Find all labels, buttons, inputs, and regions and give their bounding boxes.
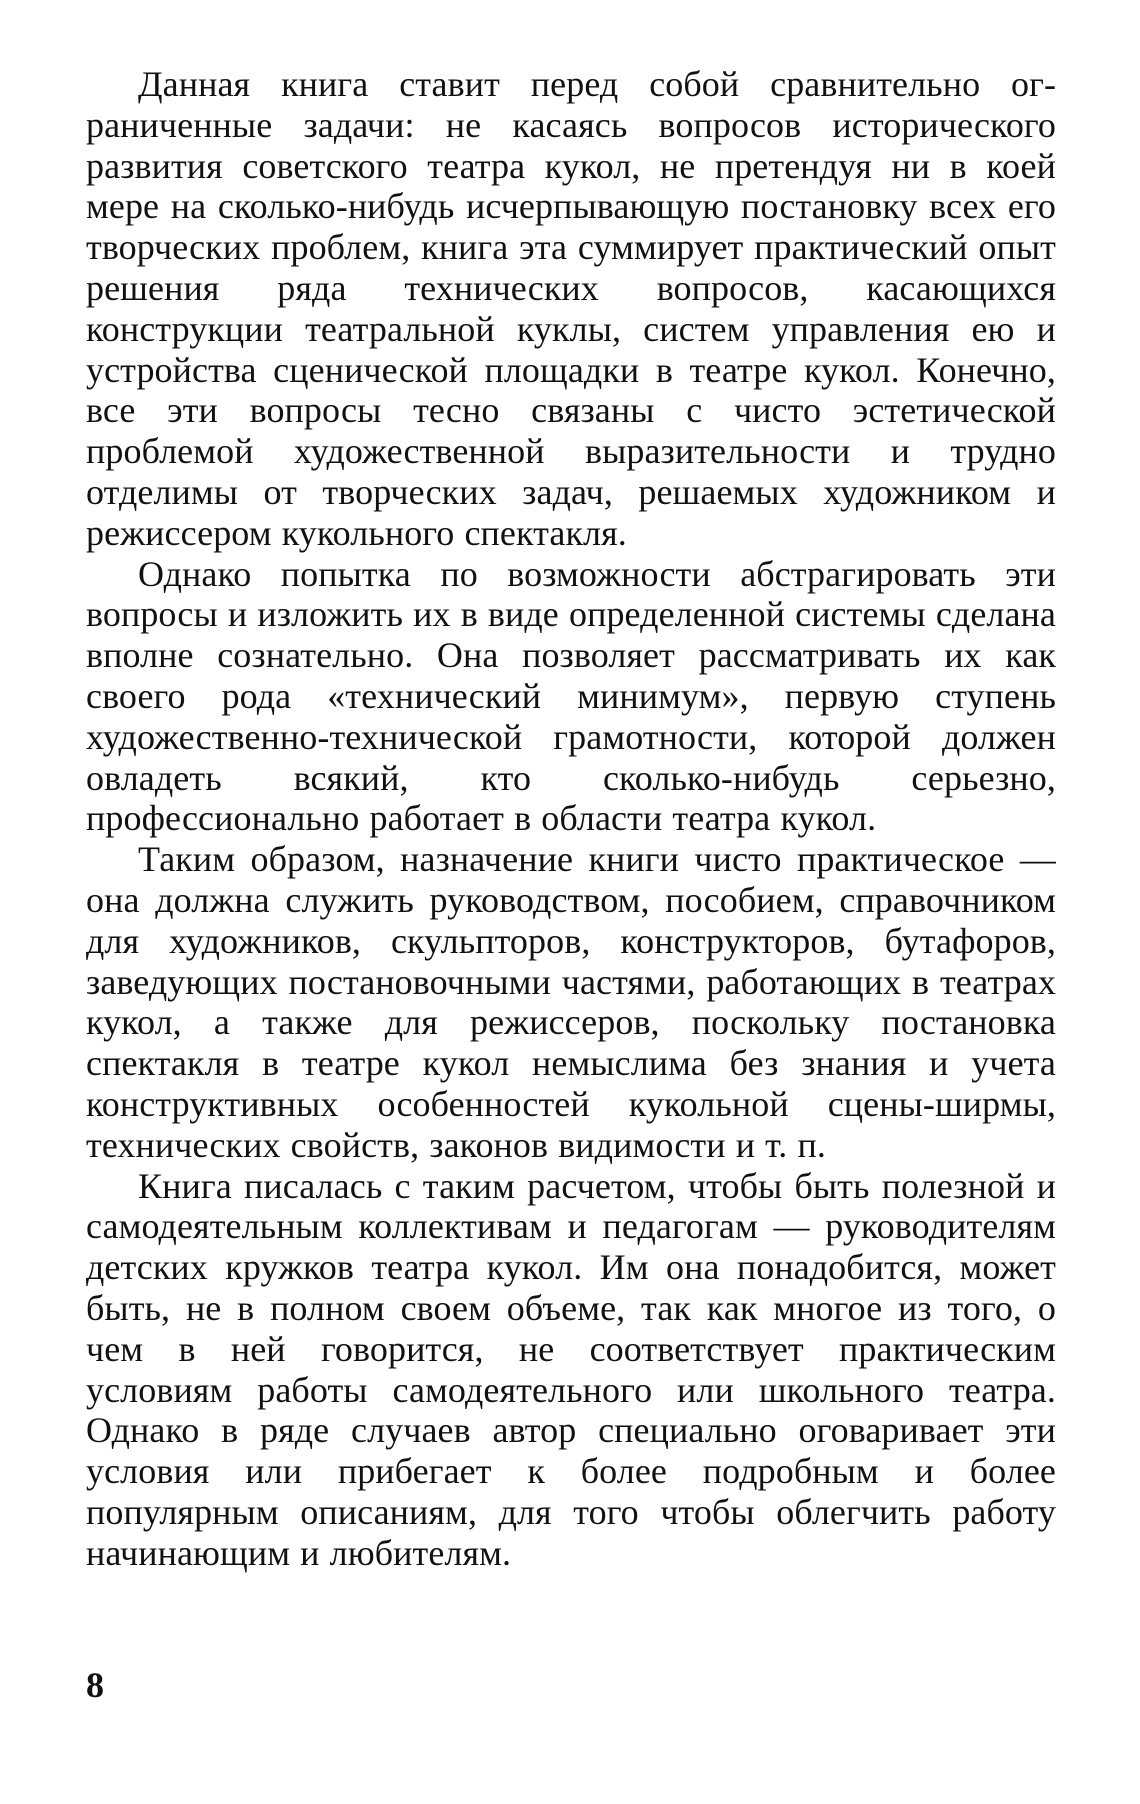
book-page — [86, 64, 1056, 1764]
page-number: 8 — [86, 1665, 104, 1705]
paragraph-4: Книга писалась с таким расчетом, чтобы быть полезной и самодеятельным коллективам и педагогам — руководителям детских кружков театра кукол. Им она понадобится, может быть, не в полном своем объеме, так как многое из того, о чем в ней говорится, не соответствует практическим условиям работы самодеятельного или школьного театра. Однако в ряде случаев автор специально оговаривает эти условия или прибегает к более подробным и более популярным описаниям, для того чтобы облегчить работу начинающим и любителям. — [86, 1165, 1056, 1573]
paragraph-1: Данная книга ставит перед собой сравнительно ограниченные задачи: не касаясь вопросов исторического развития советского театра кукол, не претендуя ни в коей мере на сколько-нибудь исчерпывающую постановку всех его творческих проблем, книга эта суммирует практический опыт решения ряда технических вопросов, касающихся конструкции театральной куклы, систем управления ею и устройства сценической площадки в театре кукол. Конечно, все эти вопросы тесно связаны с чисто эстетической проблемой художественной выразительности и трудно отделимы от творческих задач, решаемых художником и режиссером кукольного спектакля. — [86, 64, 1056, 553]
body-text — [86, 64, 1056, 1573]
paragraph-3: Таким образом, назначение книги чисто практическое — она должна служить руководством, пособием, справочником для художников, скульпторов, конструкторов, бутафоров, заведующих постановочными частями, работающих в театрах кукол, а также для режиссеров, поскольку постановка спектакля в театре кукол немыслима без знания и учета конструктивных особенностей кукольной сцены-ширмы, технических свойств, законов видимости и т. п. — [86, 839, 1056, 1165]
paragraph-2: Однако попытка по возможности абстрагировать эти вопросы и изложить их в виде определенной системы сделана вполне сознательно. Она позволяет рассматривать их как своего рода «технический минимум», первую ступень художественно-технической грамотности, которой должен овладеть всякий, кто сколько-нибудь серьезно, профессионально работает в области театра кукол. — [86, 553, 1056, 839]
